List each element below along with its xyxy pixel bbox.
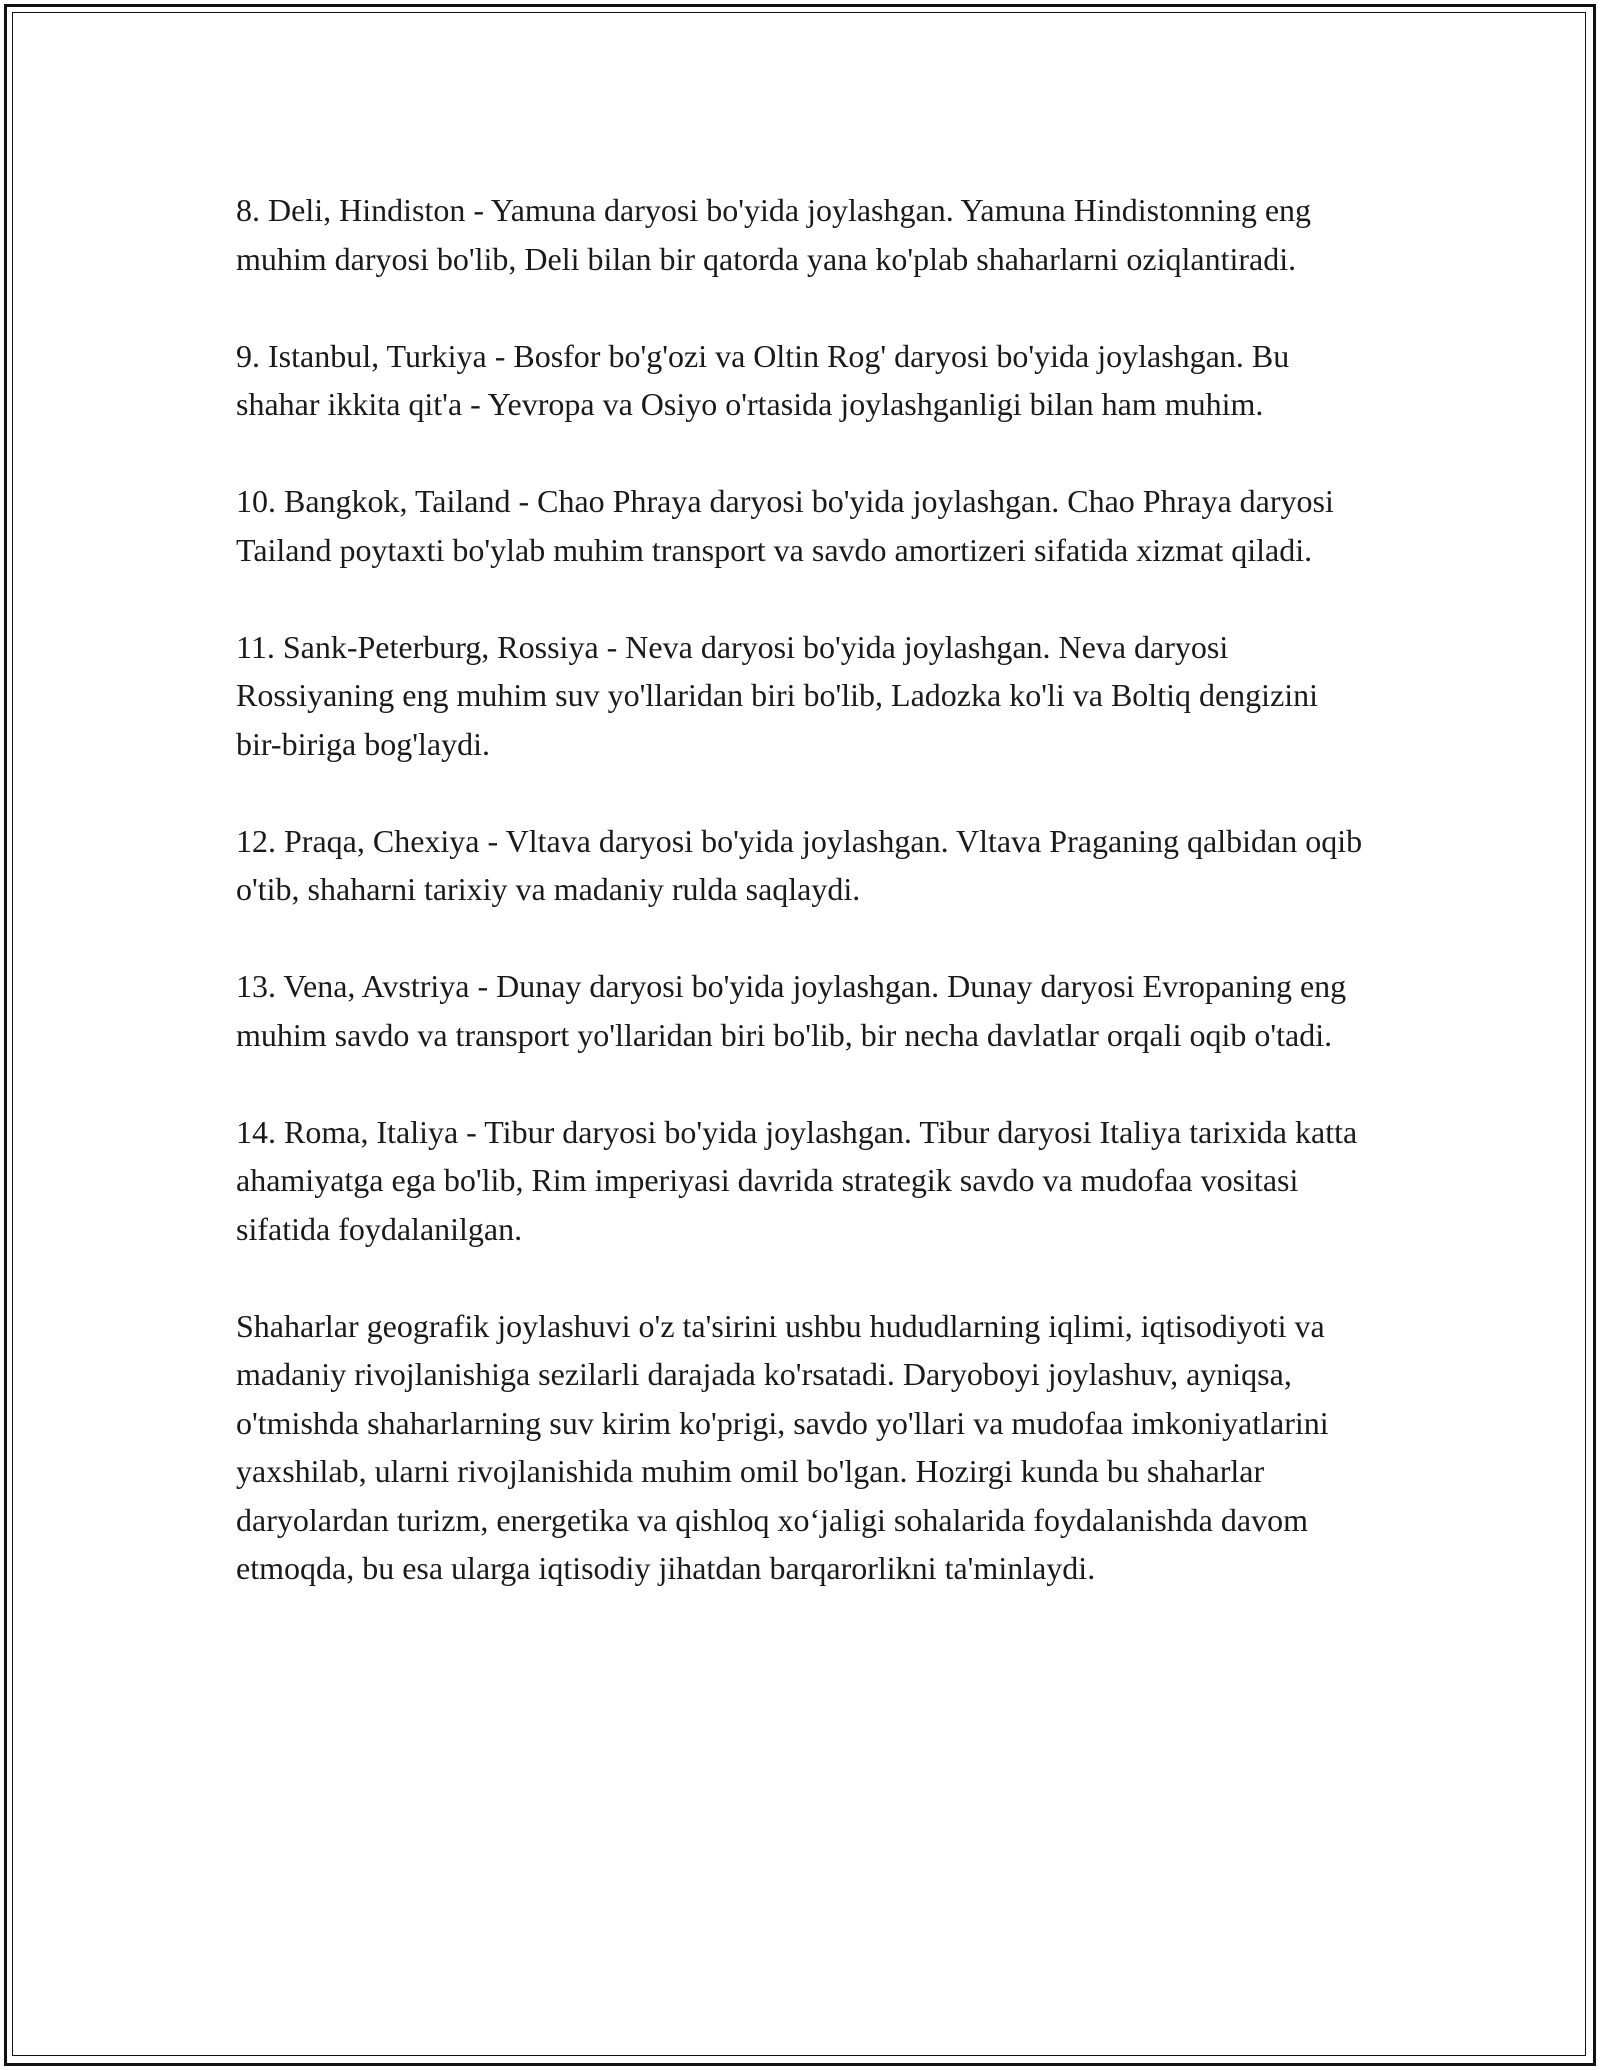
paragraph-praqa: 12. Praqa, Chexiya - Vltava daryosi bo'yida joylashgan. Vltava Praganing qalbidan oqib o'tib, shaharni tarixiy va madaniy rulda saqlaydi. <box>236 822 1363 907</box>
paragraph-deli: 8. Deli, Hindiston - Yamuna daryosi bo'yida joylashgan. Yamuna Hindistonning eng muhim daryosi bo'lib, Deli bilan bir qatorda yana ko'plab shaharlarni oziqlantiradi. <box>236 192 1312 277</box>
document-body <box>236 186 1366 1593</box>
paragraph-istanbul: 9. Istanbul, Turkiya - Bosfor bo'g'ozi va Oltin Rog' daryosi bo'yida joylashgan. Bu shahar ikkita qit'a - Yevropa va Osiyo o'rtasida joylashganligi bilan ham muhim. <box>236 337 1290 422</box>
paragraph-conclusion: Shaharlar geografik joylashuvi o'z ta'sirini ushbu hududlarning iqlimi, iqtisodiyoti va madaniy rivojlanishiga sezilarli darajada ko'rsatadi. Daryoboyi joylashuv, ayniqsa, o'tmishda shaharlarning suv kirim ko'prigi, savdo yo'llari va mudofaa imkoniyatlarini yaxshilab, ularni rivojlanishida muhim omil bo'lgan. Hozirgi kunda bu shaharlar daryolardan turizm, energetika va qishloq xo‘jaligi sohalarida foydalanishda davom etmoqda, bu esa ularga iqtisodiy jihatdan barqarorlikni ta'minlaydi. <box>236 1307 1329 1586</box>
paragraph-sankt-peterburg: 11. Sank-Peterburg, Rossiya - Neva daryosi bo'yida joylashgan. Neva daryosi Rossiyaning eng muhim suv yo'llaridan biri bo'lib, Ladozka ko'li va Boltiq dengizini bir-biriga bog'laydi. <box>236 628 1319 762</box>
paragraph-bangkok: 10. Bangkok, Tailand - Chao Phraya daryosi bo'yida joylashgan. Chao Phraya daryosi Tailand poytaxti bo'ylab muhim transport va savdo amortizeri sifatida xizmat qiladi. <box>236 483 1334 568</box>
paragraph-roma: 14. Roma, Italiya - Tibur daryosi bo'yida joylashgan. Tibur daryosi Italiya tarixida katta ahamiyatga ega bo'lib, Rim imperiyasi davrida strategik savdo va mudofaa vositasi sifatida foydalanilgan. <box>236 1113 1358 1247</box>
paragraph-vena: 13. Vena, Avstriya - Dunay daryosi bo'yida joylashgan. Dunay daryosi Evropaning eng muhim savdo va transport yo'llaridan biri bo'lib, bir necha davlatlar orqali oqib o'tadi. <box>236 968 1347 1053</box>
